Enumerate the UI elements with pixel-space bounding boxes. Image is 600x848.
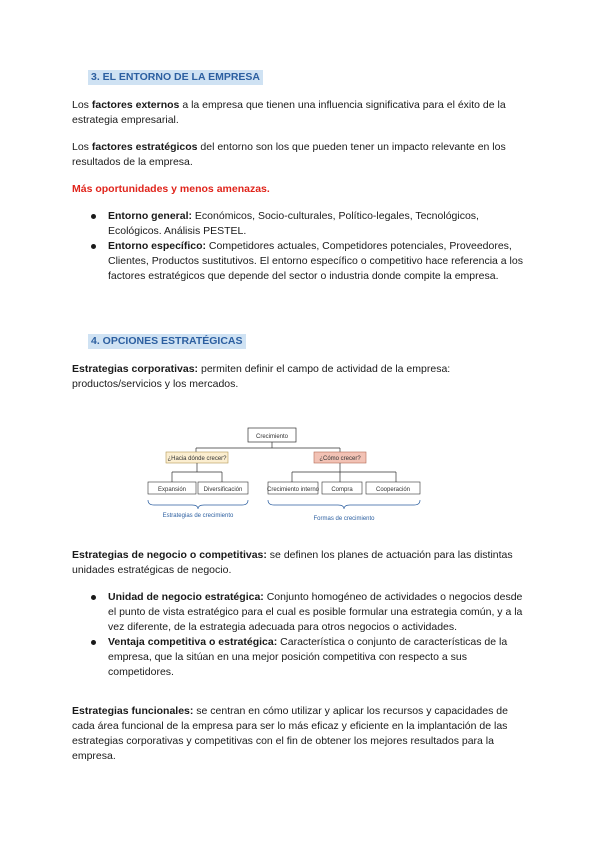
bold-term: factores externos <box>91 99 180 111</box>
bold-term: Unidad de negocio estratégica: <box>108 591 264 603</box>
text: permiten definir el campo de actividad de la empresa: productos/servicios y los mercados. <box>72 363 451 390</box>
paragraph-estrategias-negocio <box>72 548 532 578</box>
text: Los <box>72 141 92 153</box>
entorno-list <box>90 209 530 284</box>
diagram-right-question: ¿Cómo crecer? <box>319 456 361 462</box>
diagram-left-question: ¿Hacia dónde crecer? <box>167 456 227 462</box>
growth-strategy-diagram <box>140 420 460 530</box>
paragraph-factores-estrategicos <box>72 140 532 170</box>
bold-term: Entorno específico: <box>108 240 207 252</box>
diagram-leaf-internal-growth: Crecimiento interno <box>266 487 320 493</box>
diagram-root-label: Crecimiento <box>255 434 289 440</box>
list-item <box>90 635 530 680</box>
text: se centran en cómo utilizar y aplicar los recursos y capacidades de cada área funcional de la empresa para ser lo más eficaz y eficiente en la implantación de las estrategias corporativas y competitivas con el fin de obtener los mejores resultados para la empresa. <box>72 705 508 762</box>
text: se definen los planes de actuación para las distintas unidades estratégicas de negocio. <box>72 549 513 576</box>
bold-term: Estrategias corporativas: <box>72 363 199 375</box>
section-3-heading: 3. EL ENTORNO DE LA EMPRESA <box>88 70 263 85</box>
text: Conjunto homogéneo de actividades o negocios desde el punto de vista estratégico para el cual es posible formular una estrategia común, y a la vez diferente, de la estrategia adecuada para otros negocios o actividades. <box>108 591 523 633</box>
highlight-oportunidades: Más oportunidades y menos amenazas. <box>72 183 270 195</box>
diagram-leaf-diversification: Diversificación <box>203 487 243 493</box>
bold-term: Entorno general: <box>108 210 193 222</box>
list-item <box>90 239 530 284</box>
paragraph-factores-externos <box>72 98 532 128</box>
list-item <box>90 590 530 635</box>
paragraph-estrategias-corporativas <box>72 362 532 392</box>
bold-term: Estrategias de negocio o competitivas: <box>72 549 267 561</box>
diagram-leaf-expansion: Expansión <box>157 487 187 493</box>
paragraph-estrategias-funcionales <box>72 704 532 764</box>
text: Los <box>72 99 92 111</box>
text: Característica o conjunto de características de la empresa, que la sitúan en una mejor posición competitiva con respecto a sus competidores. <box>108 636 508 678</box>
bold-term: factores estratégicos <box>91 141 198 153</box>
diagram-left-caption: Estrategias de crecimiento <box>162 513 234 519</box>
bold-term: Ventaja competitiva o estratégica: <box>108 636 278 648</box>
text: del entorno son los que pueden tener un impacto relevante en los resultados de la empresa. <box>72 141 506 168</box>
text: Competidores actuales, Competidores potenciales, Proveedores, Clientes, Productos sustitutivos. El entorno específico o competitivo hace referencia a los factores estratégicos que depende del sector o industria donde compite la empresa. <box>108 240 523 282</box>
text: Económicos, Socio-culturales, Político-legales, Tecnológicos, Ecológicos. Análisis PESTEL. <box>108 210 479 237</box>
section-4-heading: 4. OPCIONES ESTRATÉGICAS <box>88 334 246 349</box>
diagram-leaf-purchase: Compra <box>331 487 353 493</box>
bold-term: Estrategias funcionales: <box>72 705 194 717</box>
negocio-list <box>90 590 530 680</box>
diagram-leaf-cooperation: Cooperación <box>375 487 411 493</box>
list-item <box>90 209 530 239</box>
text: a la empresa que tienen una influencia significativa para el éxito de la estrategia empresarial. <box>72 99 506 126</box>
diagram-right-caption: Formas de crecimiento <box>313 516 375 522</box>
